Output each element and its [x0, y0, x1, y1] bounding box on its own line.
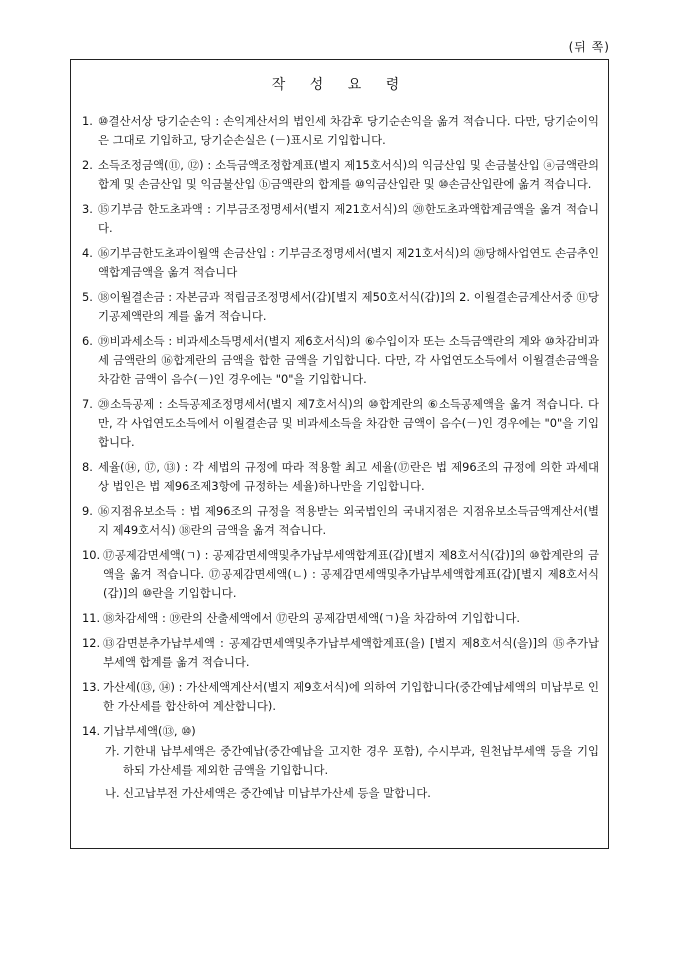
instruction-item-11	[82, 609, 599, 628]
sub-item-text: 신고납부전 가산세액은 중간예납 미납부가산세 등을 말합니다.	[123, 786, 431, 800]
instruction-item-8	[82, 458, 599, 496]
sub-item-number: 가.	[105, 744, 120, 758]
sub-item-number: 나.	[105, 786, 120, 800]
sub-item-na	[103, 784, 599, 803]
sub-item-text: 기한내 납부세액은 중간예납(중간예납을 고지한 경우 포함), 수시부과, 원천납부세액 등을 기입하되 가산세를 제외한 금액을 기입합니다.	[123, 744, 599, 777]
instruction-item-1	[82, 112, 599, 150]
page-side-label: (뒤 쪽)	[568, 40, 610, 54]
item-number: 7.	[82, 397, 93, 411]
item-number: 12.	[82, 636, 101, 650]
item-text: 기납부세액(⑬, ⑩)	[103, 724, 196, 738]
item-number: 3.	[82, 202, 93, 216]
item-text: ⑩결산서상 당기순손익 : 손익계산서의 법인세 차감후 당기순손익을 옮겨 적습니다. 다만, 당기순이익은 그대로 기입하고, 당기순손실은 (－)표시로 기입합니다.	[98, 114, 599, 147]
instruction-item-7	[82, 395, 599, 452]
item-text: 세율(⑭, ⑰, ⑬) : 각 세법의 규정에 따라 적용할 최고 세율(⑰란은 법 제96조의 규정에 의한 과세대상 법인은 법 제96조제3항에 규정하는 세율)하나만을 기입합니다.	[98, 460, 599, 493]
item-text: 소득조정금액(⑪, ⑫) : 소득금액조정합계표(별지 제15호서식)의 익금산입 및 손금불산입 ⓐ금액란의 합계 및 손금산입 및 익금불산입 ⓑ금액란의 합계를 ⑩익금산입란 및 ⑩손금산입란에 옮겨 적습니다.	[98, 158, 599, 191]
instruction-item-6	[82, 332, 599, 389]
item-number: 2.	[82, 158, 93, 172]
item-text: ⑰공제감면세액(ㄱ) : 공제감면세액및추가납부세액합계표(갑)[별지 제8호서식(갑)]의 ⑩합계란의 금액을 옮겨 적습니다. ⑰공제감면세액(ㄴ) : 공제감면세액및추가납부세액합계표(갑)[별지 제8호서식(갑)]의 ⑩란을 기입합니다.	[103, 548, 599, 600]
item-text: ⑯지점유보소득 : 법 제96조의 규정을 적용받는 외국법인의 국내지점은 지점유보소득금액계산서(별지 제49호서식) ⑱란의 금액을 옮겨 적습니다.	[98, 504, 599, 537]
item-number: 1.	[82, 114, 93, 128]
item-text: ⑮기부금 한도초과액 : 기부금조정명세서(별지 제21호서식)의 ⑳한도초과액합계금액을 옮겨 적습니다.	[98, 202, 599, 235]
item-number: 13.	[82, 680, 101, 694]
item-text: ⑬감면분추가납부세액 : 공제감면세액및추가납부세액합계표(을) [별지 제8호서식(을)]의 ⑮추가납부세액 합계를 옮겨 적습니다.	[103, 636, 599, 669]
item-text: ⑱차감세액 : ⑲란의 산출세액에서 ⑰란의 공제감면세액(ㄱ)을 차감하여 기입합니다.	[103, 611, 520, 625]
item-text: ⑯기부금한도초과이월액 손금산입 : 기부금조정명세서(별지 제21호서식)의 ⑳당해사업연도 손금추인액합계금액을 옮겨 적습니다	[98, 246, 599, 279]
item-text: ⑳소득공제 : 소득공제조정명세서(별지 제7호서식)의 ⑩합계란의 ⑥소득공제액을 옮겨 적습니다. 다만, 각 사업연도소득에서 이월결손금 및 비과세소득을 차감한 금액이 음수(－)인 경우에는 "0"을 기입합니다.	[98, 397, 599, 449]
item-number: 8.	[82, 460, 93, 474]
instruction-item-4	[82, 244, 599, 282]
item-number: 11.	[82, 611, 101, 625]
instructions-box	[70, 59, 609, 849]
instruction-list	[82, 112, 599, 803]
instructions-title: 작 성 요 령	[271, 77, 410, 93]
item-number: 14.	[82, 724, 101, 738]
item-text: 가산세(⑬, ⑭) : 가산세액계산서(별지 제9호서식)에 의하여 기입합니다(중간예납세액의 미납부로 인한 가산세를 합산하여 계산합니다).	[103, 680, 599, 713]
item-number: 6.	[82, 334, 93, 348]
item-text: ⑱이월결손금 : 자본금과 적립금조정명세서(갑)[별지 제50호서식(갑)]의 2. 이월결손금계산서중 ⑪당기공제액란의 계를 옮겨 적습니다.	[98, 290, 599, 323]
item-number: 10.	[82, 548, 101, 562]
instruction-item-5	[82, 288, 599, 326]
instruction-item-13	[82, 678, 599, 716]
instruction-item-3	[82, 200, 599, 238]
item-number: 9.	[82, 504, 93, 518]
instruction-item-10	[82, 546, 599, 603]
instruction-item-14	[82, 722, 599, 803]
item-number: 4.	[82, 246, 93, 260]
item-text: ⑲비과세소득 : 비과세소득명세서(별지 제6호서식)의 ⑥수입이자 또는 소득금액란의 계와 ⑩차감비과세 금액란의 ⑯합계란의 금액을 합한 금액을 기입합니다. 다만, 각 사업연도소득에서 이월결손금액을 차감한 금액이 음수(－)인 경우에는 "0"을 기입합니다.	[98, 334, 599, 386]
item-number: 5.	[82, 290, 93, 304]
sub-item-ga	[103, 742, 599, 780]
instruction-item-2	[82, 156, 599, 194]
instruction-item-9	[82, 502, 599, 540]
instruction-item-12	[82, 634, 599, 672]
